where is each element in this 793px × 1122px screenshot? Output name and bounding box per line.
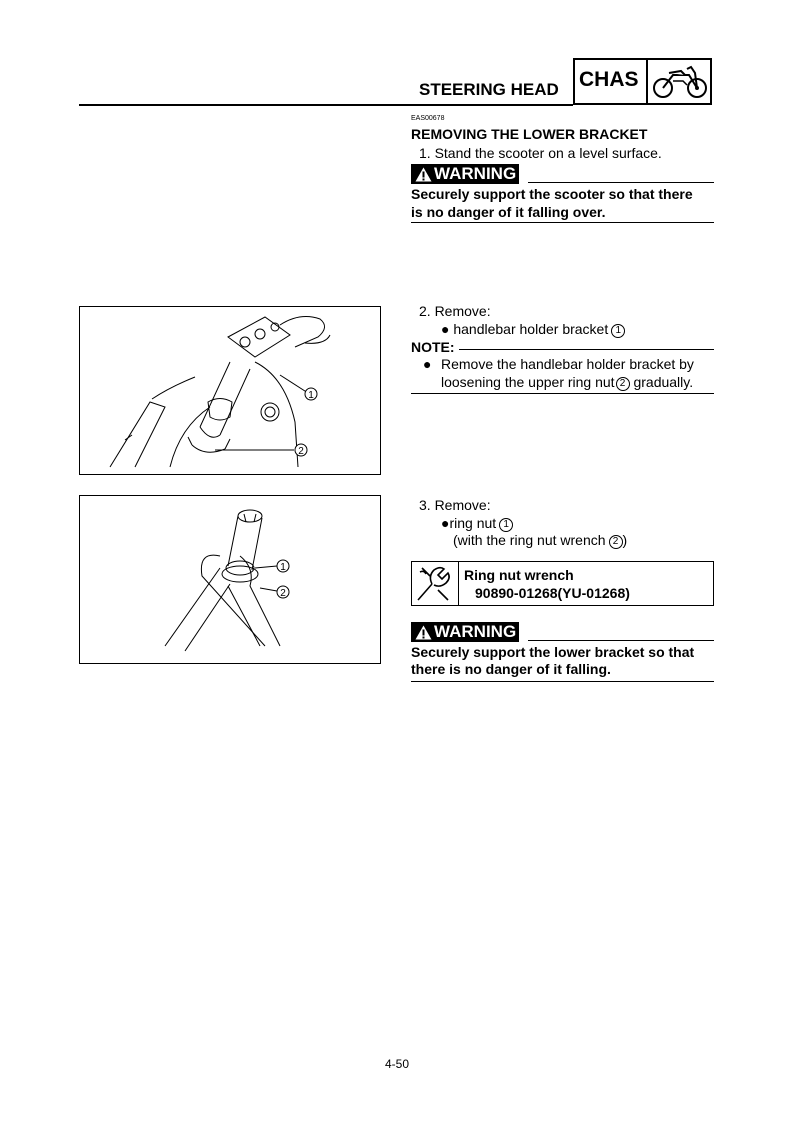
note-bullet: ● (423, 356, 432, 372)
warning-label: WARNING (434, 622, 517, 641)
callout-2-marker: 2 (609, 535, 623, 549)
warning-rule (528, 182, 714, 183)
warning-badge (411, 622, 519, 642)
wrench-icon (414, 564, 454, 603)
callout-1-marker: 1 (611, 324, 625, 338)
step-3-text: 3. Remove: (419, 497, 491, 513)
section-tab-divider (646, 58, 648, 105)
warning-badge (411, 164, 519, 184)
page-number: 4-50 (385, 1057, 410, 1071)
note-text-line-2: loosening the upper ring nut 2 gradually. (441, 374, 694, 390)
warning-text-line-1: Securely support the lower bracket so that (411, 644, 695, 660)
step-1-text: 1. Stand the scooter on a level surface. (419, 145, 662, 161)
page-title: STEERING HEAD (419, 80, 559, 99)
tool-number: 90890-01268(YU-01268) (475, 585, 630, 601)
step-2-text: 2. Remove: (419, 303, 491, 319)
note-end-rule (411, 393, 714, 394)
figure-2-callout-2: 2 (280, 588, 286, 599)
warning-end-rule (411, 681, 714, 682)
warning-text-line-1: Securely support the scooter so that there (411, 186, 693, 202)
special-tool-divider (458, 561, 459, 606)
warning-triangle-icon (415, 167, 432, 182)
step-2-bullet: ● handlebar holder bracket 1 (441, 321, 625, 338)
callout-1-marker: 1 (499, 518, 513, 532)
warning-label: WARNING (434, 164, 517, 183)
warning-text-line-2: is no danger of it falling over. (411, 204, 606, 220)
tool-name: Ring nut wrench (464, 567, 574, 583)
handlebar-holder-illustration (80, 307, 380, 474)
note-label: NOTE: (411, 339, 455, 355)
warning-triangle-icon (415, 625, 432, 640)
warning-rule (528, 640, 714, 641)
ring-nut-wrench-illustration (80, 496, 380, 663)
figure-2-callout-1: 1 (280, 562, 286, 573)
figure-ring-nut-wrench (79, 495, 381, 664)
warning-text-line-2: there is no danger of it falling. (411, 661, 611, 677)
step-3-bullet: ●ring nut 1 (441, 515, 513, 532)
warning-end-rule (411, 222, 714, 223)
callout-2-marker: 2 (616, 377, 630, 391)
figure-1-callout-2: 2 (298, 446, 304, 457)
header-rule (79, 104, 573, 106)
step-3-subline: (with the ring nut wrench 2 ) (453, 532, 628, 548)
figure-1-callout-1: 1 (308, 390, 314, 401)
section-code: EAS00678 (411, 115, 445, 122)
figure-handlebar-holder (79, 306, 381, 475)
section-heading: REMOVING THE LOWER BRACKET (411, 126, 648, 142)
note-rule (459, 349, 714, 350)
section-tab-label: CHAS (579, 68, 639, 91)
motorcycle-icon (651, 63, 709, 101)
note-text-line-1: Remove the handlebar holder bracket by (441, 356, 694, 372)
